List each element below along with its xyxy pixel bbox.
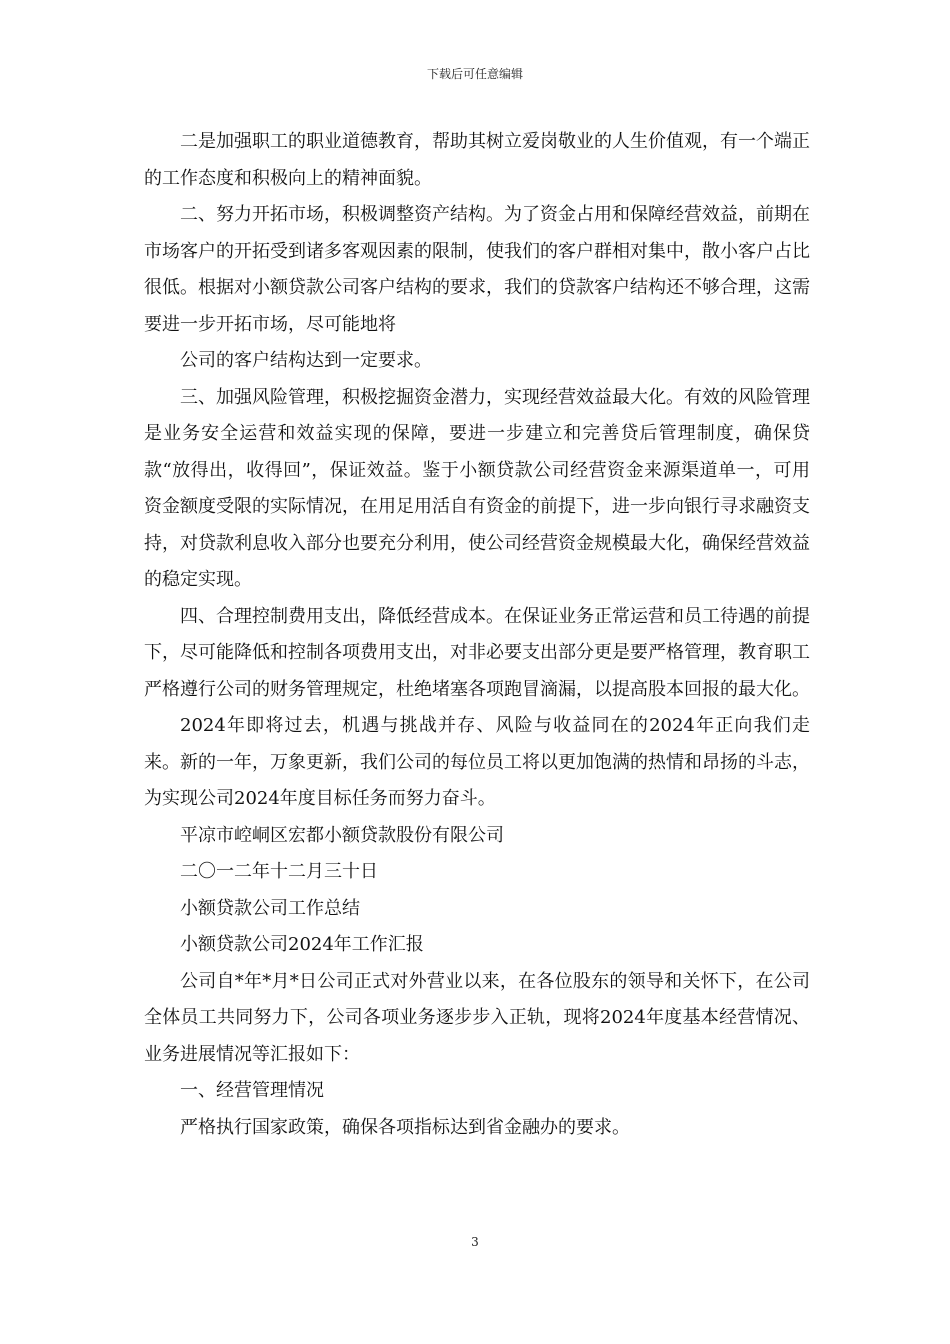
paragraph-cost-control: 四、合理控制费用支出，降低经营成本。在保证业务正常运营和员工待遇的前提下，尽可能降低和控制各项费用支出，对非必要支出部分更是要严格管理，教育职工严格遵行公司的财务管理规定，杜绝堵塞各项跑冒滴漏，以提高股本回报的最大化。 <box>144 605 810 700</box>
section-title-report: 小额贷款公司2024年工作汇报 <box>180 934 424 955</box>
page-header: 下载后可任意编辑 <box>426 67 523 81</box>
paragraph-report-intro: 公司自*年*月*日公司正式对外营业以来，在各位股东的领导和关怀下，在公司全体员工共同努力下，公司各项业务逐步步入正轨，现将2024年度基本经营情况、业务进展情况等汇报如下： <box>144 970 810 1065</box>
section-heading-operations: 一、经营管理情况 <box>180 1080 324 1101</box>
paragraph-outlook: 2024年即将过去，机遇与挑战并存、风险与收益同在的2024年正向我们走来。新的一年，万象更新，我们公司的每位员工将以更加饱满的热情和昂扬的斗志，为实现公司2024年度目标任务而努力奋斗。 <box>144 715 810 809</box>
paragraph-customer-structure: 公司的客户结构达到一定要求。 <box>180 350 432 371</box>
paragraph-risk-management: 三、加强风险管理，积极挖掘资金潜力，实现经营效益最大化。有效的风险管理是业务安全运营和效益实现的保障，要进一步建立和完善贷后管理制度，确保贷款“放得出，收得回”，保证效益。鉴于小额贷款公司经营资金来源渠道单一，可用资金额度受限的实际情况，在用足用活自有资金的前提下，进一步向银行寻求融资支持，对贷款利息收入部分也要充分利用，使公司经营资金规模最大化，确保经营效益的稳定实现。 <box>144 386 810 590</box>
signature-date: 二〇一二年十二月三十日 <box>180 861 378 882</box>
paragraph-ethics-education: 二是加强职工的职业道德教育，帮助其树立爱岗敬业的人生价值观，有一个端正的工作态度和积极向上的精神面貌。 <box>144 131 810 189</box>
section-title-summary: 小额贷款公司工作总结 <box>180 897 360 919</box>
company-signature: 平凉市崆峒区宏都小额贷款股份有限公司 <box>180 824 504 846</box>
page-number: 3 <box>471 1235 479 1249</box>
paragraph-policy-compliance: 严格执行国家政策，确保各项指标达到省金融办的要求。 <box>180 1116 630 1138</box>
paragraph-market-expansion: 二、努力开拓市场，积极调整资产结构。为了资金占用和保障经营效益，前期在市场客户的开拓受到诸多客观因素的限制，使我们的客户群相对集中，散小客户占比很低。根据对小额贷款公司客户结构的要求，我们的贷款客户结构还不够合理，这需要进一步开拓市场，尽可能地将 <box>144 204 810 335</box>
document-body <box>144 124 810 1146</box>
